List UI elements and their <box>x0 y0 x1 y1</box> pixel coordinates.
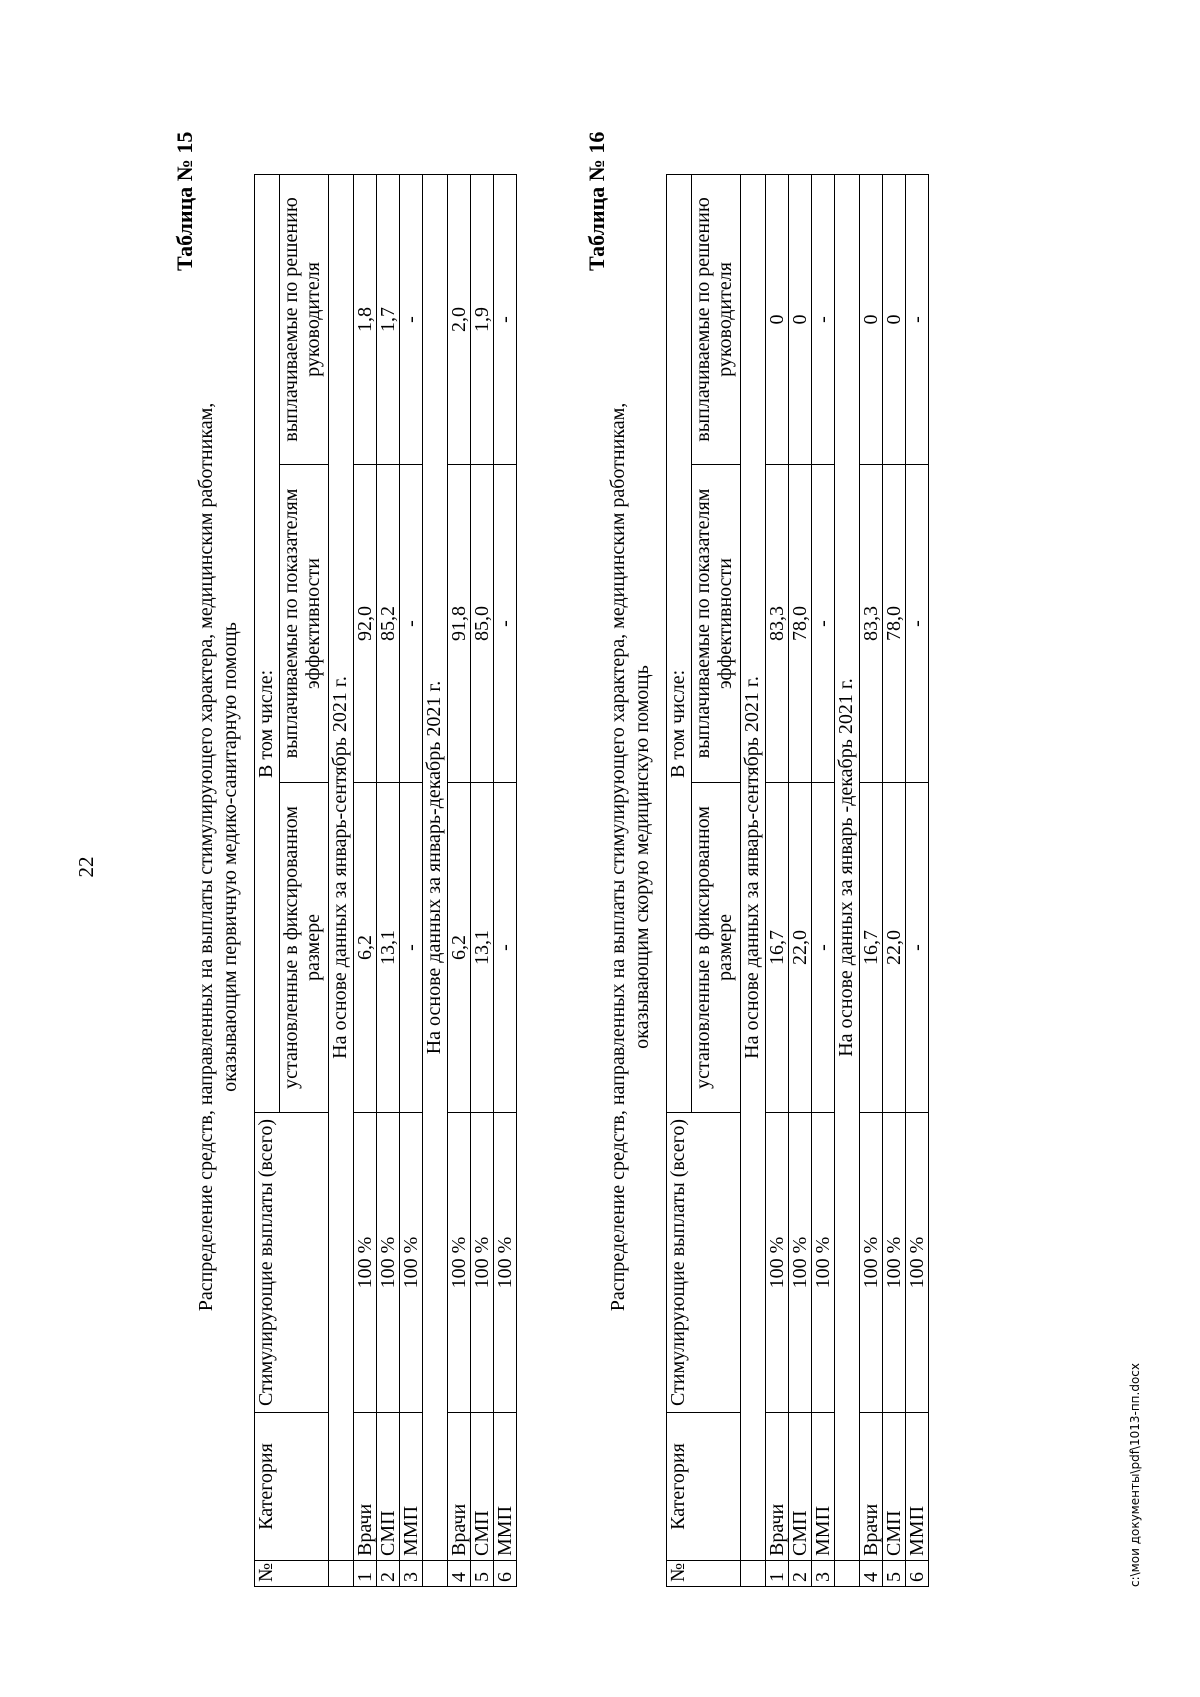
header-category: Категория <box>255 1413 329 1561</box>
table-row: 4 Врачи 100 % 6,2 91,8 2,0 <box>448 174 471 1586</box>
header-total: Стимулирующие выплаты (всего) <box>667 1113 741 1413</box>
header-no: № <box>667 1561 741 1587</box>
table-row: 5 СМП 100 % 22,0 78,0 0 <box>883 174 906 1586</box>
header-including: В том числе: <box>667 174 692 1112</box>
table-16 <box>666 174 929 1587</box>
page-number: 22 <box>74 856 98 878</box>
table-15-caption <box>194 237 242 1477</box>
header-total: Стимулирующие выплаты (всего) <box>255 1113 329 1413</box>
table-row: 2 СМП 100 % 22,0 78,0 0 <box>789 174 812 1586</box>
table-row: 5 СМП 100 % 13,1 85,0 1,9 <box>471 174 494 1586</box>
header-fixed: установленные в фиксированном размере <box>280 783 329 1113</box>
header-manager: выплачиваемые по решению руководителя <box>280 174 329 464</box>
table-16-title: Таблица № 16 <box>584 131 609 271</box>
table-row: 1 Врачи 100 % 16,7 83,3 0 <box>766 174 789 1586</box>
table-row: 1 Врачи 100 % 6,2 92,0 1,8 <box>354 174 377 1586</box>
table-16-caption-line1: Распределение средств, направленных на выплаты стимулирующего характера, медицинским работникам, <box>607 402 629 1312</box>
header-no: № <box>255 1561 329 1587</box>
table-15-title: Таблица № 15 <box>172 131 197 271</box>
section-label: На основе данных за январь-декабрь 2021 г. <box>423 174 448 1560</box>
table-row: 3 ММП 100 % - - - <box>812 174 835 1586</box>
header-efficiency: выплачиваемые по показателям эффективности <box>692 465 741 783</box>
table-row: 3 ММП 100 % - - - <box>400 174 423 1586</box>
table-16-caption <box>606 237 654 1477</box>
header-including: В том числе: <box>255 174 280 1112</box>
section-label: На основе данных за январь -декабрь 2021 г. <box>835 174 860 1560</box>
header-manager: выплачиваемые по решению руководителя <box>692 174 741 464</box>
footer-file-path: c:\мои документы\pdf\1013-пп.docx <box>1128 1362 1142 1587</box>
table-15 <box>254 174 517 1587</box>
table-15-caption-line2: оказывающим первичную медико-санитарную помощь <box>219 622 241 1092</box>
table-row: 2 СМП 100 % 13,1 85,2 1,7 <box>377 174 400 1586</box>
table-row: 6 ММП 100 % - - - <box>906 174 929 1586</box>
header-fixed: установленные в фиксированном размере <box>692 783 741 1113</box>
header-category: Категория <box>667 1413 741 1561</box>
table-15-caption-line1: Распределение средств, направленных на выплаты стимулирующего характера, медицинским работникам, <box>195 402 217 1312</box>
table-row: 4 Врачи 100 % 16,7 83,3 0 <box>860 174 883 1586</box>
section-label: На основе данных за январь-сентябрь 2021 г. <box>329 174 354 1560</box>
section-label: На основе данных за январь-сентябрь 2021 г. <box>741 174 766 1560</box>
header-efficiency: выплачиваемые по показателям эффективности <box>280 465 329 783</box>
table-row: 6 ММП 100 % - - - <box>494 174 517 1586</box>
table-16-caption-line2: оказывающим скорую медицинскую помощь <box>631 665 653 1049</box>
